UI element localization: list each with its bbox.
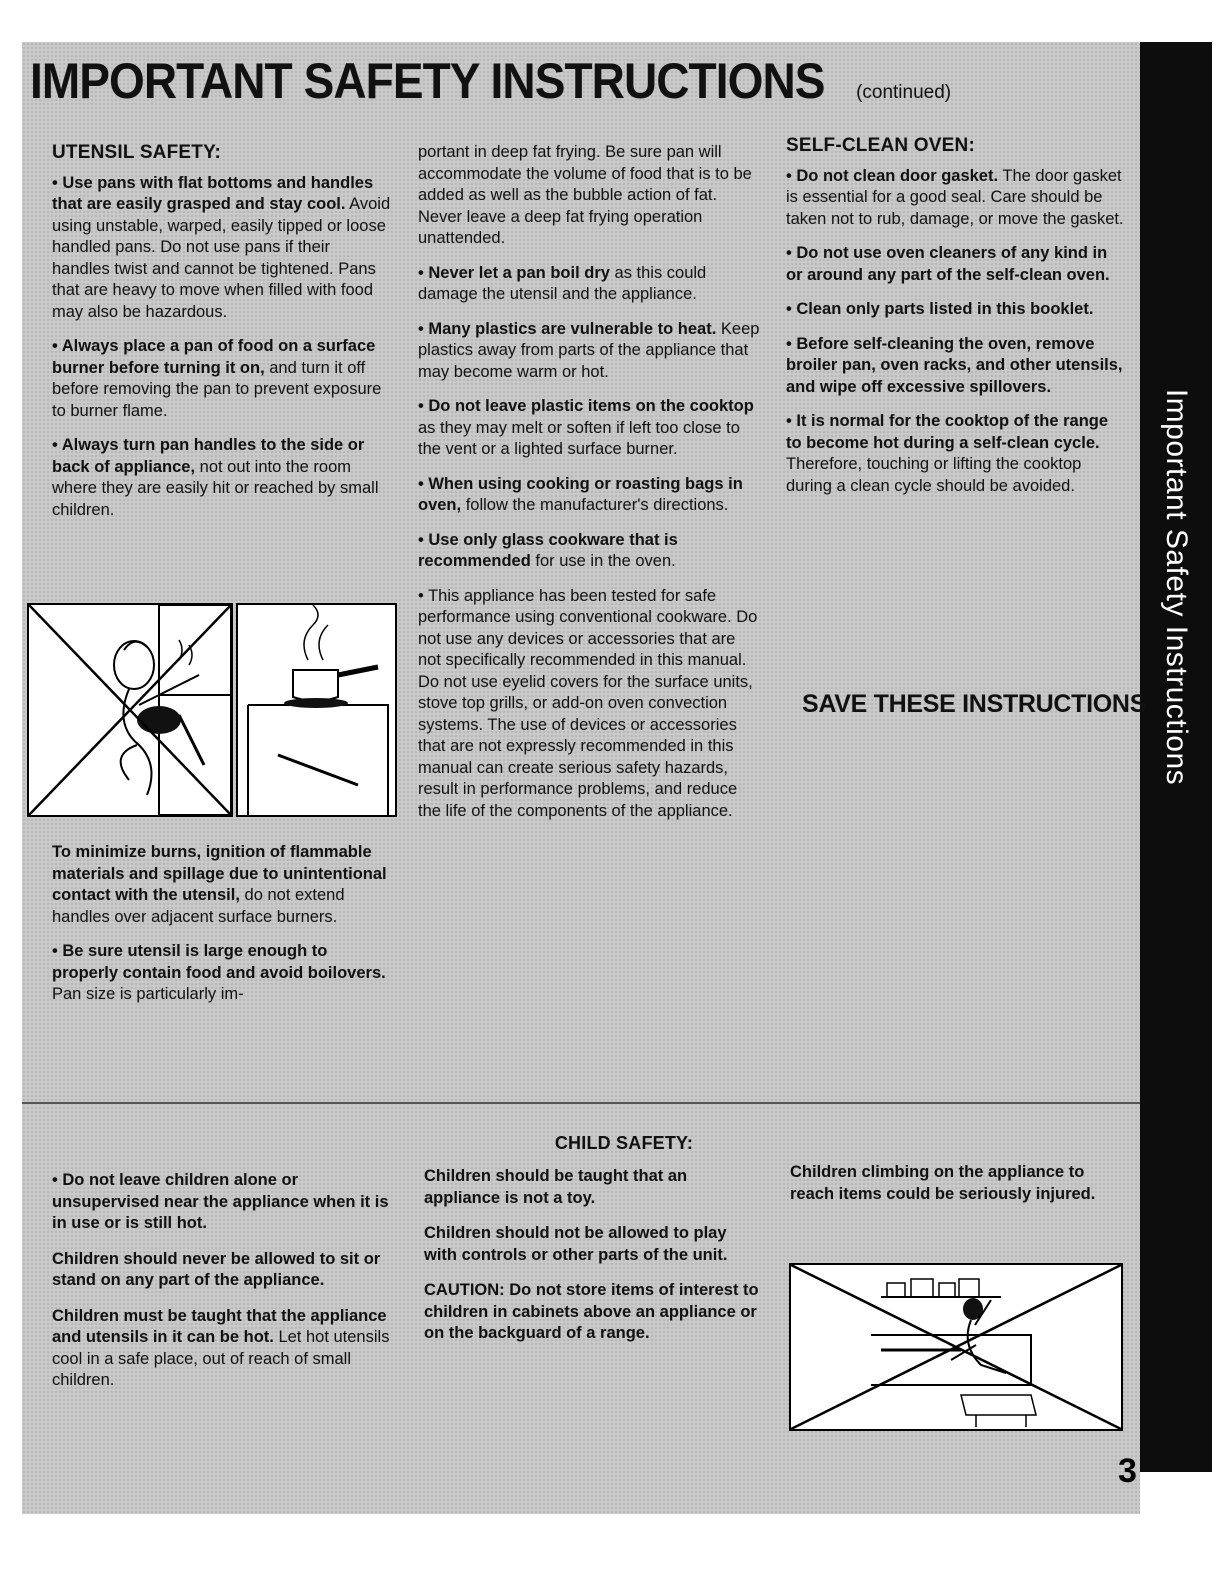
child-c3-p1: Children climbing on the appliance to reach items could be seriously injured. <box>790 1163 1096 1203</box>
child-safety-heading: CHILD SAFETY: <box>554 1133 694 1153</box>
col2-p3-text: as they may melt or soften if left too close to the vent or a lighted surface burner. <box>418 418 740 458</box>
child-c1-p3-bold: Children must be taught that the appliance and utensils in it can be hot. <box>52 1306 387 1346</box>
child-c2-p2: Children should not be allowed to play with controls or other parts of the unit. <box>424 1224 728 1264</box>
utensil-p4-bold: To minimize burns, ignition of flammable materials and spillage due to unintentional contact with the utensil, <box>52 843 387 904</box>
utensil-safety-column-2 <box>418 142 760 835</box>
utensil-para-5 <box>52 941 392 1006</box>
utensil-p5-text: Pan size is particularly im- <box>52 985 244 1003</box>
selfclean-p1-text: The door gasket is essential for a good seal. Care should be taken not to rub, damage, or move the gasket. <box>786 166 1124 228</box>
pan-on-burner-illustration <box>236 603 397 817</box>
utensil-p5-bold: • Be sure utensil is large enough to properly contain food and avoid boilovers. <box>52 942 386 982</box>
col2-para-3 <box>418 396 760 461</box>
page-title <box>30 52 951 110</box>
selfclean-p4-bold: • Before self-cleaning the oven, remove broiler pan, oven racks, and other utensils, and wipe off excessive spillovers. <box>786 334 1123 396</box>
col2-para-1 <box>418 263 760 306</box>
col2-p4-text: follow the manufacturer's directions. <box>465 496 729 514</box>
selfclean-para-4 <box>786 334 1128 399</box>
child-c1-p3-text: Let hot utensils cool in a safe place, out of reach of small children. <box>52 1328 390 1389</box>
selfclean-p5-bold: • It is normal for the cooktop of the range to become hot during a self-clean cycle. <box>786 412 1109 452</box>
selfclean-p2-bold: • Do not use oven cleaners of any kind in or around any part of the self-clean oven. <box>786 244 1110 284</box>
utensil-p3-text: not out into the room where they are easily hit or reached by small children. <box>52 457 379 519</box>
child-c1-para-2 <box>52 1249 392 1292</box>
utensil-p2-bold: • Always place a pan of food on a surface burner before turning it on, <box>52 337 376 377</box>
selfclean-p3-bold: • Clean only parts listed in this booklet. <box>786 300 1094 318</box>
utensil-p2-text: and turn it off before removing the pan to prevent exposure to burner flame. <box>52 358 382 420</box>
self-clean-heading: SELF-CLEAN OVEN: <box>786 135 975 156</box>
col2-p4-bold: • When using cooking or roasting bags in oven, <box>418 474 743 514</box>
utensil-safety-column <box>52 142 392 534</box>
col2-p1-text: as this could damage the utensil and the appliance. <box>418 263 707 303</box>
save-instructions-heading: SAVE THESE INSTRUCTIONS <box>802 690 1147 718</box>
col2-p2-bold: • Many plastics are vulnerable to heat. <box>418 319 717 338</box>
child-c2-para-2 <box>424 1223 764 1266</box>
side-tab-label: Important Safety Instructions <box>1160 388 1193 786</box>
section-divider <box>22 1102 1140 1104</box>
col2-para-4 <box>418 474 760 517</box>
utensil-para-4 <box>52 842 392 928</box>
child-safety-column-3 <box>790 1162 1125 1219</box>
utensil-para-2 <box>52 336 392 422</box>
child-safety-column-1 <box>52 1170 392 1406</box>
col2-para-0: portant in deep fat frying. Be sure pan will accommodate the volume of food that is to be added as well as the bubble action of fat. Never leave a deep fat frying operation unattended. <box>418 143 752 247</box>
col2-p2-text: Keep plastics away from parts of the appliance that may become warm or hot. <box>418 319 760 381</box>
child-c1-p2: Children should never be allowed to sit or stand on any part of the appliance. <box>52 1249 381 1289</box>
col2-p5-bold: • Use only glass cookware that is recommended <box>418 530 678 570</box>
child-c1-para-1 <box>52 1170 392 1235</box>
side-tab <box>1140 42 1212 1472</box>
title-main: IMPORTANT SAFETY INSTRUCTIONS <box>30 53 825 109</box>
utensil-p4-text: do not extend handles over adjacent surface burners. <box>52 886 345 926</box>
utensil-para-1 <box>52 173 392 324</box>
selfclean-p1-bold: • Do not clean door gasket. <box>786 166 999 185</box>
col2-para-2 <box>418 319 760 384</box>
utensil-p1-text: Avoid using unstable, warped, easily tipped or loose handled pans. Do not use pans if their handles twist and cannot be tightened. Pans that are heavy to move when filled with food may also be hazardous. <box>52 195 391 321</box>
page-number: 3 <box>1118 1452 1137 1490</box>
col2-p1-bold: • Never let a pan boil dry <box>418 263 610 282</box>
col2-p5-text: for use in the oven. <box>535 552 676 570</box>
utensil-safety-continued <box>52 842 392 1019</box>
self-clean-column <box>786 135 1128 510</box>
selfclean-para-3 <box>786 299 1128 321</box>
selfclean-para-5 <box>786 411 1128 497</box>
col2-para-5 <box>418 530 760 573</box>
child-c3-para-1 <box>790 1162 1125 1205</box>
selfclean-para-1 <box>786 166 1128 231</box>
selfclean-para-2 <box>786 243 1128 286</box>
col2-p3-bold: • Do not leave plastic items on the cooktop <box>418 397 754 415</box>
child-climbing-illustration <box>789 1263 1123 1431</box>
col2-para-6: • This appliance has been tested for safe performance using conventional cookware. Do not use any devices or accessories that are not specifically recommended in this manual. Do not use eyelid covers for the surface units, stove top grills, or add-on oven convection systems. The use of devices or accessories that are not expressly recommended in this manual can create serious safety hazards, result in performance problems, and reduce the life of the components of the appliance. <box>418 586 758 820</box>
title-subtitle: (continued) <box>856 82 952 103</box>
child-c1-para-3 <box>52 1306 392 1392</box>
child-c2-para-3 <box>424 1280 764 1345</box>
utensil-p1-bold: • Use pans with flat bottoms and handles that are easily grasped and stay cool. <box>52 173 374 213</box>
child-safety-column-2 <box>424 1166 764 1359</box>
child-c2-p3: CAUTION: Do not store items of interest to children in cabinets above an appliance or on the backguard of a range. <box>424 1281 759 1342</box>
utensil-safety-heading: UTENSIL SAFETY: <box>52 142 222 163</box>
child-c2-para-1 <box>424 1166 764 1209</box>
utensil-para-3 <box>52 435 392 521</box>
selfclean-p5-text: Therefore, touching or lifting the cooktop during a clean cycle should be avoided. <box>786 455 1082 495</box>
utensil-p3-bold: • Always turn pan handles to the side or back of appliance, <box>52 436 365 476</box>
child-c2-p1: Children should be taught that an appliance is not a toy. <box>424 1167 688 1207</box>
child-reaching-illustration <box>27 603 233 817</box>
child-c1-p1: • Do not leave children alone or unsupervised near the appliance when it is in use or is still hot. <box>52 1171 389 1232</box>
